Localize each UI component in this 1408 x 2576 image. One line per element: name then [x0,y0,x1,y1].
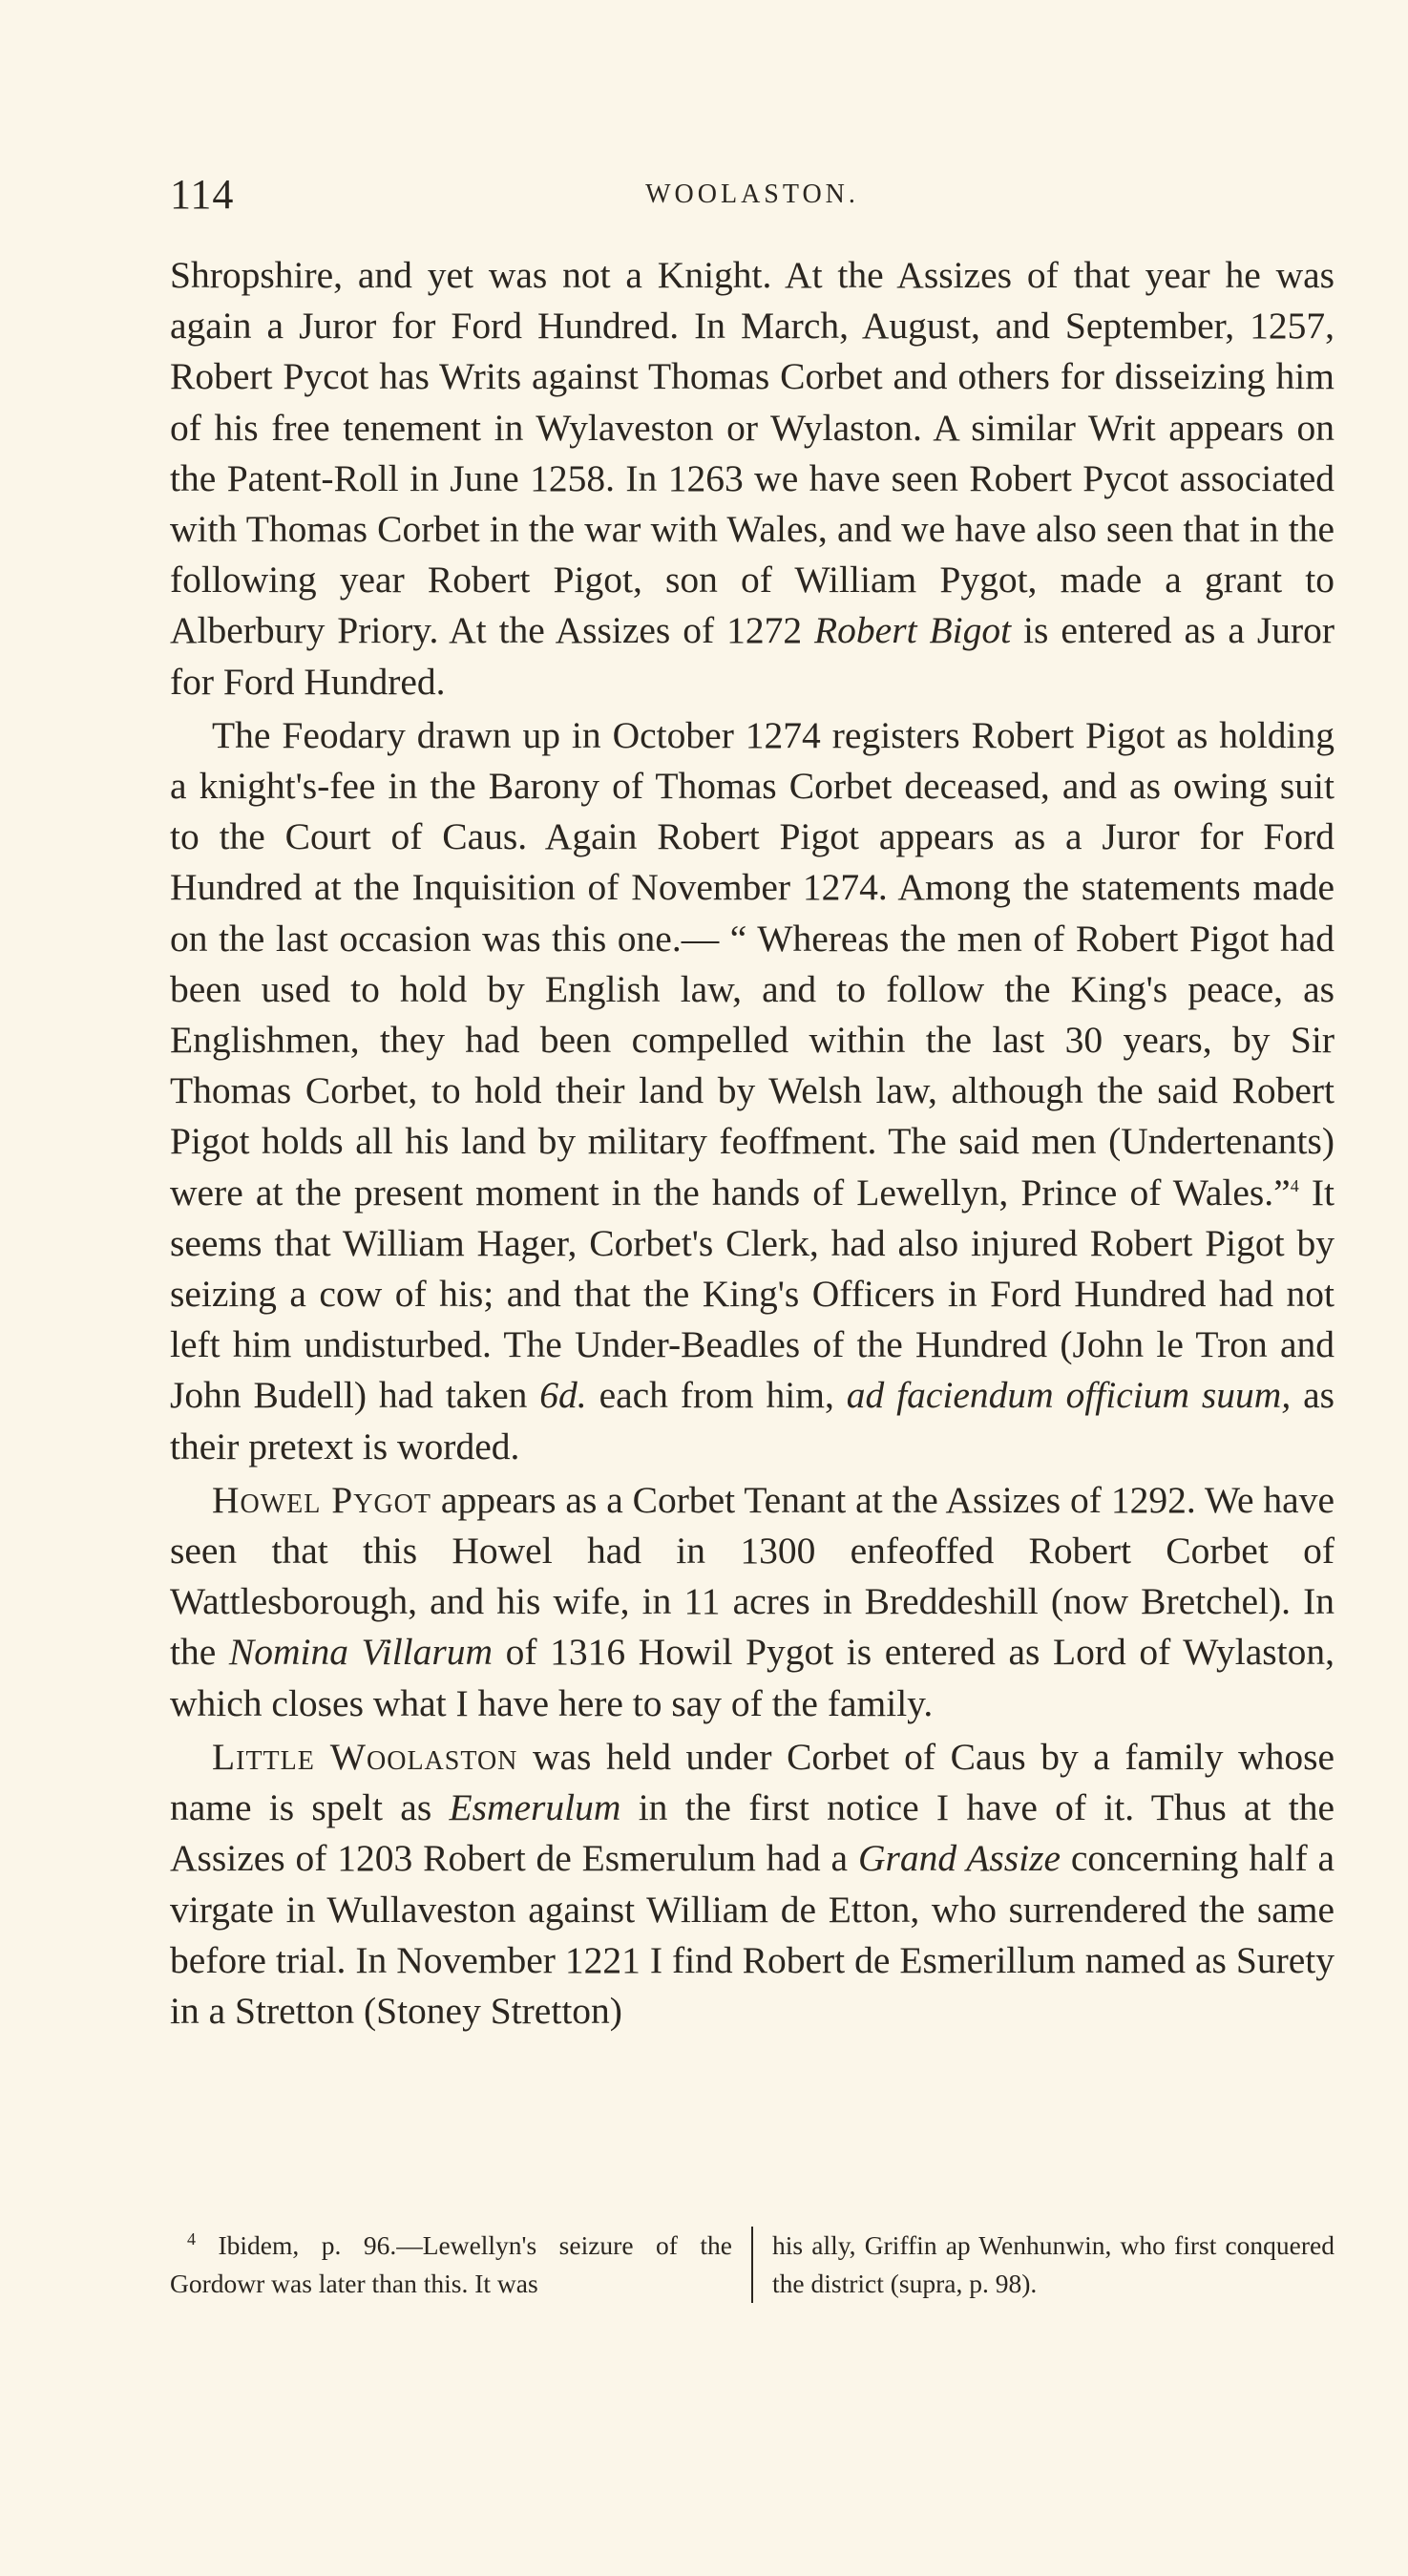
paragraph-2-text: The Feodary drawn up in October 1274 registers Robert Pigot as holding a knight's-fee in the Barony of Thomas Corbet deceased, and as owing suit to the Court of Caus. Again Robert Pigot appears as a Juror for Ford Hundred at the Inquisition of November 1274. Among the statements made on the last occasion was this one.— “ Whereas the men of Robert Pigot had been used to hold by English law, and to follow the King's peace, as Englishmen, they had been compelled within the last 30 years, by Sir Thomas Corbet, to hold their land by Welsh law, although the said Robert Pigot holds all his land by military feoffment. The said men (Undertenants) were at the present moment in the hands of Lewellyn, Prince of Wales.” [170,713,1334,1214]
paragraph-1-end: is entered as a Juror for Ford Hundred. [170,609,1335,703]
paragraph-2-continuation: It seems that William Hager, Corbet's Clerk, had also injured Robert Pigot by seizing a cow of his; and that the King's Officers in Ford Hundred had not left him undisturbed. The Under-Beadles of the Hundred (John le Tron and John Budell) had taken [170,1171,1334,1417]
paragraph-4-small-caps: Little Woolaston [212,1735,518,1778]
paragraph-3-end: of 1316 Howil Pygot is entered as Lord of Wylaston, which closes what I have here to say of the family. [170,1631,1334,1724]
footnote-left-column [170,2227,751,2303]
paragraph-3 [170,1475,1334,1729]
paragraph-4-text-b: in the first notice I have of it. Thus at the Assizes of 1203 Robert de Esmerulum had a [170,1786,1335,1880]
paragraph-4-text: was held under Corbet of Caus by a family whose name is spelt as [170,1735,1334,1829]
paragraph-4-italic-2: Grand Assize [857,1837,1061,1880]
paragraph-2-text-c: each from him, [599,1374,834,1417]
paragraph-2-end: as their pretext is worded. [170,1374,1335,1467]
footnote-right-text: his ally, Griffin ap Wenhunwin, who first conquered the district (supra, p. 98). [772,2230,1334,2298]
footnote-left-text: Ibidem, p. 96.—Lewellyn's seizure of the Gordowr was later than this. It was [170,2230,733,2298]
paragraph-2 [170,710,1334,1472]
footnote-marker: 4 [187,2228,196,2249]
paragraph-3-text: appears as a Corbet Tenant at the Assizes of 1292. We have seen that this Howel had in 1300 enfeoffed Robert Corbet of Wattlesborough, and his wife, in 11 acres in Breddeshill (now Bretchel). In the [170,1478,1334,1674]
paragraph-1-italic: Robert Bigot [814,609,1012,652]
footnote-right-column [751,2227,1334,2303]
paragraph-3-italic: Nomina Villarum [228,1631,494,1674]
page-number: 114 [170,171,235,218]
paragraph-2-money: 6d. [539,1374,587,1417]
running-title: WOOLASTON. [645,179,859,209]
page-header [170,170,1334,227]
paragraph-2-italic: ad faciendum officium suum, [846,1374,1292,1417]
paragraph-4-italic-1: Esmerulum [449,1786,621,1829]
footnotes [170,2227,1334,2303]
footnote-reference-4: 4 [1290,1175,1299,1195]
paragraph-1 [170,250,1334,707]
body-text [170,250,1334,2037]
paragraph-4 [170,1732,1334,2037]
paragraph-1-text: Shropshire, and yet was not a Knight. At the Assizes of that year he was again a Juror for Ford Hundred. In March, August, and September, 1257, Robert Pycot has Writs against Thomas Corbet and others for disseizing him of his free tenement in Wylaveston or Wylaston. A similar Writ appears on the Patent-Roll in June 1258. In 1263 we have seen Robert Pycot associated with Thomas Corbet in the war with Wales, and we have also seen that in the following year Robert Pigot, son of William Pygot, made a grant to Alberbury Priory. At the Assizes of 1272 [170,254,1334,652]
paragraph-4-end: concerning half a virgate in Wullaveston against William de Etton, who surrendered the same before trial. In November 1221 I find Robert de Esmerillum named as Surety in a Stretton (Stoney Stretton) [170,1837,1335,2032]
paragraph-3-small-caps: Howel Pygot [212,1478,432,1521]
